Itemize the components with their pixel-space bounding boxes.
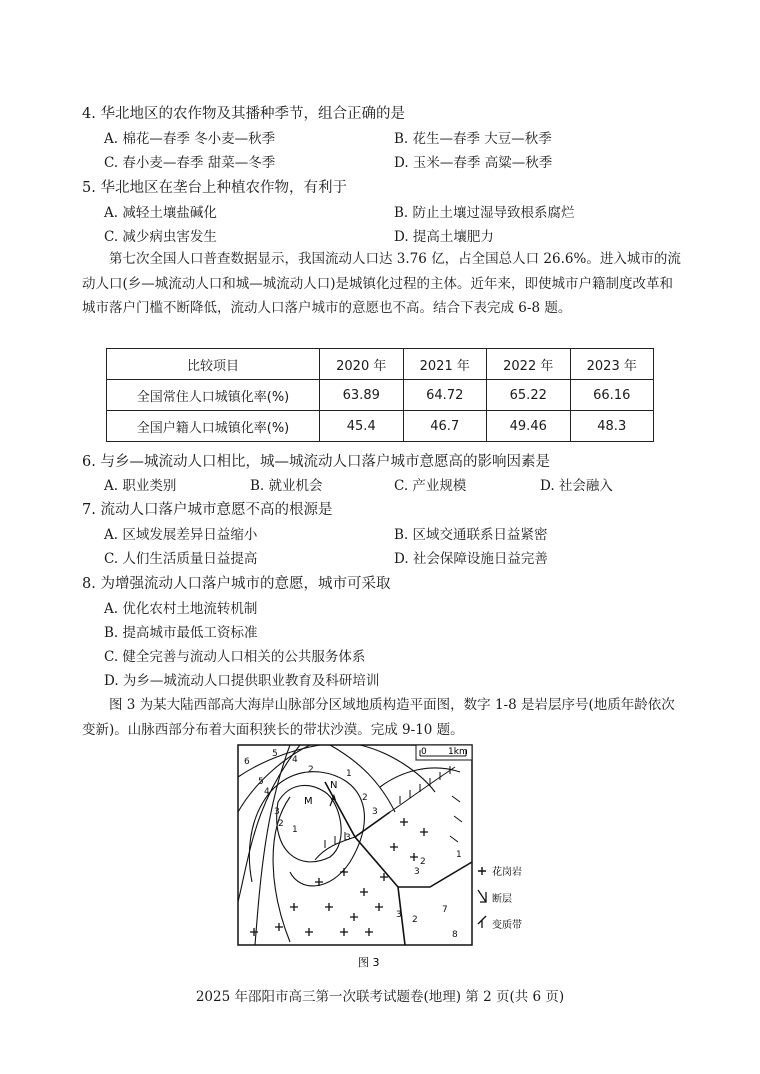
table-row: [107, 411, 654, 442]
layer-number-labels: [244, 749, 462, 940]
question-5-option-a[interactable]: A. 减轻土壤盐碱化: [104, 205, 217, 221]
question-4-option-a[interactable]: A. 棉花—春季 冬小麦—秋季: [104, 131, 276, 147]
point-m-label: M: [304, 796, 313, 807]
table-cell: 全国常住人口城镇化率(%): [107, 380, 320, 411]
map-legend: [478, 865, 522, 931]
question-7-option-a[interactable]: A. 区域发展差异日益缩小: [104, 527, 258, 543]
legend-fault: 断层: [492, 894, 512, 905]
table-cell: 48.3: [570, 411, 654, 442]
table-header-cell: 比较项目: [107, 349, 320, 380]
layer-label: 3: [345, 833, 351, 843]
layer-label: 2: [278, 819, 284, 829]
layer-label: 2: [308, 765, 314, 775]
question-5-option-b[interactable]: B. 防止土壤过湿导致根系腐烂: [394, 205, 575, 221]
question-6-option-d[interactable]: D. 社会融入: [540, 478, 613, 494]
question-8-option-b[interactable]: B. 提高城市最低工资标准: [104, 625, 258, 641]
table-cell: 66.16: [570, 380, 654, 411]
geologic-map-figure: [230, 742, 570, 972]
table-cell: 63.89: [320, 380, 404, 411]
figure-caption: 图 3: [358, 956, 380, 969]
question-4-option-c[interactable]: C. 春小麦—春季 甜菜—冬季: [104, 155, 276, 171]
question-7-option-d[interactable]: D. 社会保障设施日益完善: [394, 551, 548, 567]
question-6-option-a[interactable]: A. 职业类别: [104, 478, 177, 494]
question-4-option-d[interactable]: D. 玉米—春季 高粱—秋季: [394, 155, 553, 171]
question-8-option-c[interactable]: C. 健全完善与流动人口相关的公共服务体系: [104, 649, 366, 665]
layer-label: 5: [272, 749, 278, 759]
table-header-cell: 2021 年: [403, 349, 487, 380]
question-7-option-b[interactable]: B. 区域交通联系日益紧密: [394, 527, 548, 543]
scale-km-label: 1km: [448, 747, 468, 757]
table-cell: 64.72: [403, 380, 487, 411]
table-header-row: [107, 349, 654, 380]
table-header-cell: 2020 年: [320, 349, 404, 380]
question-4-stem: 4. 华北地区的农作物及其播种季节，组合正确的是: [82, 106, 405, 122]
legend-granite: 花岗岩: [492, 867, 522, 878]
question-8-option-a[interactable]: A. 优化农村土地流转机制: [104, 601, 258, 617]
layer-label: 4: [264, 787, 270, 797]
layer-label: 7: [442, 905, 448, 915]
map-frame: [238, 745, 472, 945]
layer-label: 1: [456, 850, 462, 860]
table-cell: 全国户籍人口城镇化率(%): [107, 411, 320, 442]
question-6-option-c[interactable]: C. 产业规模: [394, 478, 467, 494]
question-4-option-b[interactable]: B. 花生—春季 大豆—秋季: [394, 131, 552, 147]
layer-label: 1: [346, 769, 352, 779]
granite-icon: [478, 867, 486, 875]
question-6-option-b[interactable]: B. 就业机会: [250, 478, 323, 494]
layer-label: 3: [274, 807, 280, 817]
table-cell: 65.22: [487, 380, 571, 411]
table-header-cell: 2022 年: [487, 349, 571, 380]
layer-label: 6: [244, 757, 250, 767]
question-5-option-c[interactable]: C. 减少病虫害发生: [104, 229, 217, 245]
passage-population: 第七次全国人口普查数据显示，我国流动人口达 3.76 亿，占全国总人口 26.6%。进入城市的流动人口(乡—城流动人口和城—城流动人口)是城镇化过程的主体。近年来，即使城市户籍制度改革和城市落户门槛不断降低，流动人口落户城市的意愿也不高。结合下表完成 6-8 题。: [82, 251, 681, 316]
layer-label: 3: [396, 910, 402, 920]
metamorphic-zone-icon: [478, 916, 486, 928]
passage-geology: 图 3 为某大陆西部高大海岸山脉部分区域地质构造平面图，数字 1-8 是岩层序号(地质年龄依次变新)。山脉西部分布着大面积狭长的带状沙漠。完成 9-10 题。: [82, 697, 675, 738]
fault-icon: [478, 890, 486, 902]
layer-label: 2: [362, 793, 368, 803]
table-cell: 46.7: [403, 411, 487, 442]
table-row: [107, 380, 654, 411]
table-header-cell: 2023 年: [570, 349, 654, 380]
layer-label: 8: [452, 930, 458, 940]
north-label: N: [330, 780, 338, 791]
page-footer: 2025 年邵阳市高三第一次联考试题卷(地理) 第 2 页(共 6 页): [195, 989, 565, 1005]
layer-label: 3: [414, 867, 420, 877]
layer-label: 2: [420, 857, 426, 867]
layer-label: 3: [372, 807, 378, 817]
question-7-stem: 7. 流动人口落户城市意愿不高的根源是: [82, 502, 333, 518]
question-5-option-d[interactable]: D. 提高土壤肥力: [394, 229, 494, 245]
scale-zero-label: 0: [421, 747, 427, 757]
table-cell: 45.4: [320, 411, 404, 442]
question-7-option-c[interactable]: C. 人们生活质量日益提高: [104, 551, 258, 567]
layer-label: 5: [258, 777, 264, 787]
question-5-stem: 5. 华北地区在垄台上种植农作物，有利于: [82, 180, 347, 196]
urbanization-table: [106, 348, 654, 442]
layer-label: 2: [412, 915, 418, 925]
legend-metamorphic: 变质带: [492, 920, 522, 931]
layer-label: 4: [292, 755, 298, 765]
question-6-stem: 6. 与乡—城流动人口相比，城—城流动人口落户城市意愿高的影响因素是: [82, 454, 550, 470]
table-cell: 49.46: [487, 411, 571, 442]
question-8-option-d[interactable]: D. 为乡—城流动人口提供职业教育及科研培训: [104, 673, 380, 689]
scale-bar: [416, 745, 472, 760]
layer-label: 1: [292, 825, 298, 835]
question-8-stem: 8. 为增强流动人口落户城市的意愿，城市可采取: [82, 576, 391, 592]
